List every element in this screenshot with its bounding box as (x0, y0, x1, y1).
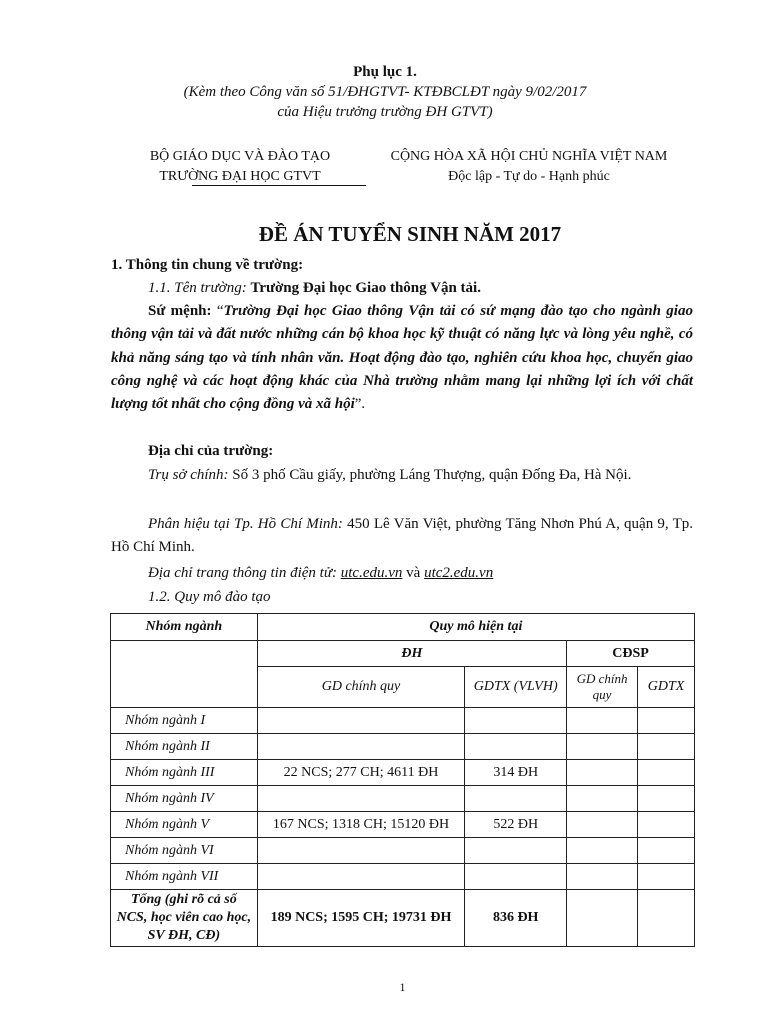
cell-cd-regular (567, 760, 638, 786)
cell-dh-continuing (465, 786, 567, 812)
cell-dh-regular (257, 786, 465, 812)
website-conjunction: và (406, 565, 421, 581)
document-title: ĐỀ ÁN TUYỂN SINH NĂM 2017 (258, 222, 562, 246)
row-group-name: Nhóm ngành II (111, 734, 258, 760)
website-link-utc[interactable]: utc.edu.vn (340, 565, 403, 581)
col-header-current-scale: Quy mô hiện tại (257, 614, 694, 641)
row-group-name: Nhóm ngành I (111, 708, 258, 734)
page-number: 1 (399, 980, 406, 994)
cell-cd-continuing (638, 838, 695, 864)
cell-dh-continuing (465, 708, 567, 734)
col-header-group: Nhóm ngành (111, 614, 258, 641)
cell-dh-continuing (465, 864, 567, 890)
table-row (111, 786, 695, 812)
school-name-value: Trường Đại học Giao thông Vận tải. (250, 280, 481, 296)
row-group-name: Nhóm ngành III (111, 760, 258, 786)
col-header-cd-regular: GD chính quy (567, 667, 638, 708)
table-row (111, 864, 695, 890)
cell-cd-continuing (638, 734, 695, 760)
cell-cd-regular (567, 864, 638, 890)
branch-value: 450 Lê Văn Việt, phường Tăng Nhơn Phú A, quận 9, Tp. Hồ Chí Minh. (111, 516, 694, 556)
branch-label: Phân hiệu tại Tp. Hồ Chí Minh: (148, 516, 343, 532)
website-line (111, 562, 693, 585)
ministry-name: BỘ GIÁO DỤC VÀ ĐÀO TẠO (149, 149, 331, 164)
cell-dh-continuing: 314 ĐH (465, 760, 567, 786)
cell-dh-continuing (465, 838, 567, 864)
cell-dh-regular (257, 864, 465, 890)
cell-cd-continuing (638, 864, 695, 890)
total-cd-continuing (638, 890, 695, 947)
org-header (112, 147, 368, 189)
school-underline (192, 185, 366, 186)
cell-dh-continuing: 522 ĐH (465, 812, 567, 838)
col-header-cd-continuing: GDTX (638, 667, 695, 708)
row-group-name: Nhóm ngành IV (111, 786, 258, 812)
training-scale-table (110, 613, 695, 947)
national-motto: Độc lập - Tự do - Hạnh phúc (448, 169, 610, 184)
mission-label: Sứ mệnh: (148, 303, 212, 319)
cell-dh-regular (257, 734, 465, 760)
table-header-row-2 (111, 641, 695, 667)
appendix-reference: (Kèm theo Công văn số 51/ĐHGTVT- KTĐBCLĐT ngày 9/02/2017 (183, 84, 587, 100)
table-header-row-1 (111, 614, 695, 641)
national-header (368, 147, 690, 187)
cell-dh-regular: 167 NCS; 1318 CH; 15120 ĐH (257, 812, 465, 838)
mission-paragraph: Sứ mệnh: “Trường Đại học Giao thông Vận tải có sứ mạng đào tạo cho ngành giao thông vận tải và đất nước những cán bộ khoa học kỹ thuật có năng lực và lòng yêu nghề, có khả năng sáng tạo và tính nhân văn. Hoạt động đào tạo, nghiên cứu khoa học, chuyển giao công nghệ và các hoạt động khác của Nhà trường nhằm mang lại những lợi ích với chất lượng tốt nhất cho cộng đồng và xã hội”. (111, 303, 693, 413)
school-name-label: 1.1. Tên trường: (148, 280, 247, 296)
cell-cd-regular (567, 812, 638, 838)
cell-dh-regular (257, 838, 465, 864)
col-header-dh-continuing: GDTX (VLVH) (465, 667, 567, 708)
cell-cd-continuing (638, 812, 695, 838)
mission-text: Trường Đại học Giao thông Vận tải có sứ mạng đào tạo cho ngành giao thông vận tải và đất nước những cán bộ khoa học kỹ thuật có năng lực và lòng yêu nghề, có khả năng sáng tạo và tính nhân văn. Hoạt động đào tạo, nghiên cứu khoa học, chuyển giao công nghệ và các hoạt động khác của Nhà trường nhằm mang lại những lợi ích với chất lượng tốt nhất cho cộng đồng và xã hội (111, 303, 693, 413)
row-group-name: Nhóm ngành VI (111, 838, 258, 864)
appendix-title: Phụ lục 1. (353, 64, 417, 80)
branch-line (111, 513, 693, 560)
table-row (111, 812, 695, 838)
cell-dh-regular: 22 NCS; 277 CH; 4611 ĐH (257, 760, 465, 786)
table-total-row (111, 890, 695, 947)
headquarters-line (111, 464, 693, 487)
table-row (111, 734, 695, 760)
cell-dh-regular (257, 708, 465, 734)
section-1-heading: 1. Thông tin chung về trường: (111, 257, 304, 273)
headquarters-value: Số 3 phố Cầu giấy, phường Láng Thượng, quận Đống Đa, Hà Nội. (232, 467, 632, 483)
cell-cd-continuing (638, 760, 695, 786)
cell-dh-continuing (465, 734, 567, 760)
training-scale-heading: 1.2. Quy mô đào tạo (148, 589, 271, 605)
row-group-name: Nhóm ngành VII (111, 864, 258, 890)
cell-cd-regular (567, 708, 638, 734)
cell-cd-regular (567, 734, 638, 760)
cell-cd-continuing (638, 708, 695, 734)
total-dh-continuing: 836 ĐH (465, 890, 567, 947)
table-row (111, 708, 695, 734)
website-link-utc2[interactable]: utc2.edu.vn (424, 565, 494, 581)
school-name-line (111, 277, 693, 300)
school-name: TRƯỜNG ĐẠI HỌC GTVT (159, 169, 321, 184)
empty-header-cell (111, 641, 258, 708)
total-dh-regular: 189 NCS; 1595 CH; 19731 ĐH (257, 890, 465, 947)
address-heading: Địa chỉ của trường: (148, 443, 274, 459)
appendix-issuer: của Hiệu trưởng trường ĐH GTVT) (277, 104, 493, 120)
table-row (111, 838, 695, 864)
cell-cd-regular (567, 838, 638, 864)
col-header-dh-regular: GD chính quy (257, 667, 465, 708)
col-header-university: ĐH (257, 641, 566, 667)
website-label: Địa chỉ trang thông tin điện tử: (148, 565, 338, 581)
row-group-name: Nhóm ngành V (111, 812, 258, 838)
total-label: Tổng (ghi rõ cả số NCS, học viên cao học, SV ĐH, CĐ) (111, 890, 258, 947)
headquarters-label: Trụ sở chính: (148, 467, 229, 483)
cell-cd-continuing (638, 786, 695, 812)
col-header-college: CĐSP (567, 641, 695, 667)
total-cd-regular (567, 890, 638, 947)
republic-name: CỘNG HÒA XÃ HỘI CHỦ NGHĨA VIỆT NAM (390, 149, 668, 164)
table-row (111, 760, 695, 786)
cell-cd-regular (567, 786, 638, 812)
